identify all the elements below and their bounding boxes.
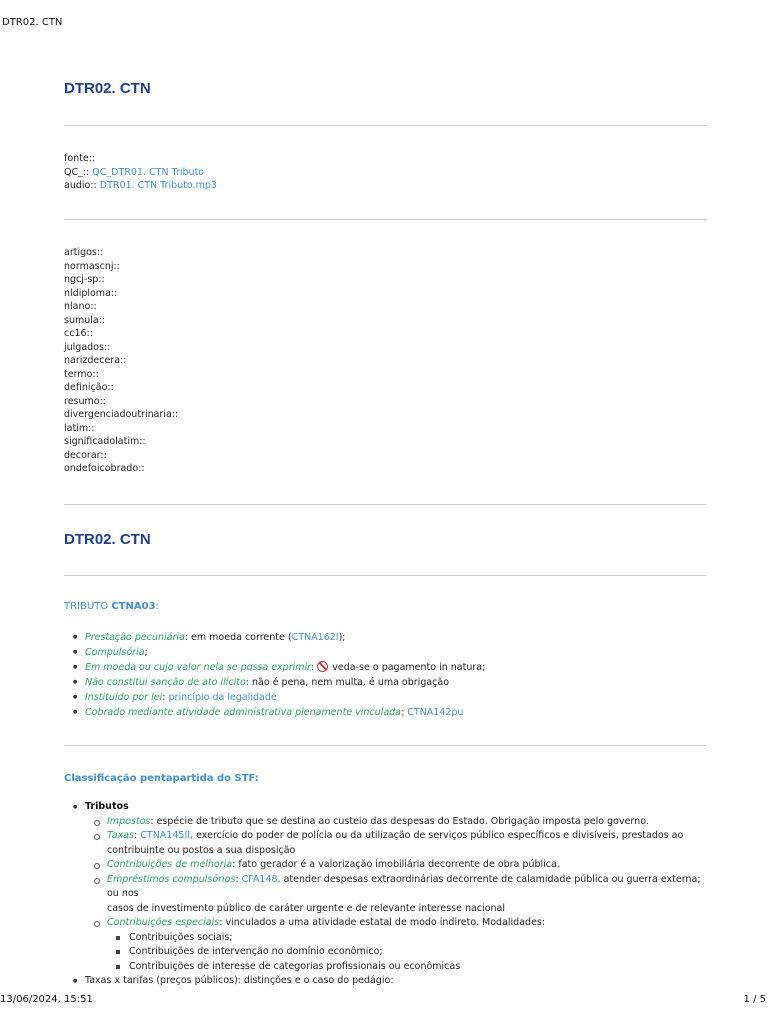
browser-print-header: DTR02. CTN	[2, 17, 63, 28]
field-decorar: decorar::	[64, 449, 107, 461]
list-item: Contribuições sociais;	[107, 931, 706, 946]
qc-field: QC_:: QC_DTR01. CTN Tributo	[64, 166, 205, 178]
classificacao-heading: Classificação pentapartida do STF:	[64, 773, 259, 784]
divider	[64, 575, 706, 576]
forbidden-icon	[317, 661, 328, 672]
field-julgados: julgados::	[64, 341, 111, 353]
list-item: Contribuições de intervenção no domínio econômico;	[107, 945, 706, 960]
audio-field: audio:: DTR01. CTN Tributo.mp3	[64, 180, 217, 191]
list-item-taxas-tarifas: ● Taxas x tarifas (preços públicos): distinções e o caso do pedágio:	[64, 974, 706, 989]
field-artigos: artigos::	[64, 247, 104, 258]
field-nlano: nlano::	[64, 301, 97, 312]
list-item: ● Cobrado mediante atividade administrativa plenamente vinculada: CTNA142pu	[64, 705, 706, 720]
divider	[64, 745, 706, 746]
field-latim: latim::	[64, 422, 95, 434]
list-item: Contribuições especiais: vinculados a uma atividade estatal de modo indireto. Modalidades: Contribuições sociais; Contribuições de intervenção no domínio econômico; Contribuições de interesse de categorias profissionais ou econômicas	[85, 916, 706, 974]
list-item: ● Em moeda ou cujo valor nela se possa exprimir: veda-se o pagamento in natura;	[64, 660, 706, 675]
field-significadolatim: significadolatim::	[64, 436, 146, 447]
list-item: Contribuições de interesse de categorias profissionais ou econômicas	[107, 960, 706, 975]
list-item: Empréstimos compulsórios: CFA148. atender despesas extraordinárias decorrente de calamidade pública ou guerra externa; ou nos casos de investimento público de caráter urgente e de relevante interesse nacional	[85, 873, 706, 917]
field-nldiploma: nldiploma::	[64, 287, 118, 299]
tributo-elements-list	[64, 630, 706, 720]
print-date: 13/06/2024, 15:51	[0, 994, 93, 1005]
page-number: 1 / 5	[743, 994, 766, 1005]
fonte-field: fonte::	[64, 153, 96, 164]
list-item: ● Instituído por lei: princípio da legalidade	[64, 690, 706, 705]
divider	[64, 125, 706, 126]
classificacao-list	[64, 800, 706, 989]
list-item: Contribuições de melhoria: fato gerador é a valorização imobiliária decorrente de obra pública.	[85, 858, 706, 873]
field-termo: termo::	[64, 368, 99, 380]
tributo-heading: TRIBUTO CTNA03:	[64, 601, 159, 612]
ctna145ii-link[interactable]: CTNA145II	[140, 830, 191, 841]
cfa148-link[interactable]: CFA148	[241, 873, 278, 885]
field-definicao: definição::	[64, 382, 114, 393]
divider	[64, 219, 706, 220]
field-normascnj: normascnj::	[64, 260, 120, 272]
audio-link[interactable]: DTR01. CTN Tributo.mp3	[99, 180, 217, 191]
property-fields	[64, 246, 178, 476]
ctna142pu-link[interactable]: CTNA142pu	[407, 707, 464, 718]
ctna162i-link[interactable]: CTNA162I	[291, 632, 339, 643]
field-narizdecera: narizdecera::	[64, 355, 127, 366]
field-cc16: cc16::	[64, 328, 93, 339]
section-title: DTR02. CTN	[64, 531, 151, 548]
ctna03-link[interactable]: CTNA03	[111, 601, 156, 612]
list-item: ● Não constitui sanção de ato ilícito: não é pena, nem multa, é uma obrigação	[64, 675, 706, 690]
field-divergencia: divergenciadoutrinaria::	[64, 409, 179, 420]
field-resumo: resumo::	[64, 395, 106, 407]
page-title: DTR02. CTN	[64, 80, 151, 97]
field-ngcj-sp: ngcj-sp::	[64, 274, 105, 285]
list-item: Impostos: espécie de tributo que se destina ao custeio das despesas do Estado. Obrigação imposta pelo governo.	[85, 815, 706, 830]
list-item: ● Prestação pecuniária: em moeda corrente (CTNA162I);	[64, 630, 706, 645]
list-item: Taxas: CTNA145II. exercício do poder de polícia ou da utilização de serviços público específicos e divisíveis, prestados ao contribuinte ou postos a sua disposição	[85, 829, 706, 858]
field-sumula: sumula::	[64, 314, 106, 326]
source-metadata	[64, 152, 217, 193]
tributos-sublist	[85, 815, 706, 975]
list-item: ● Compulsória;	[64, 645, 706, 660]
divider	[64, 504, 706, 505]
list-item-tributos: ● Tributos Impostos: espécie de tributo que se destina ao custeio das despesas do Estado. Obrigação imposta pelo governo. Taxas: CTNA145II. exercício do poder de polícia ou da utilização de serviços público específicos e divisíveis, prestados ao contribuinte ou postos a sua disposição Contribuições de melhoria: fato gerador é a valorização imobiliária decorrente de obra pública. Empréstimos compulsórios: CFA148. atender despesas extraordinárias decorrente de calamidade pública ou guerra externa; ou nos casos de investimento público de caráter urgente e de relevante interesse nacional Contribuições especiais: vinculados a uma atividade estatal de modo indireto. Modalidades: Contribuições sociais; Contribuições de intervenção no domínio econômico; Contribuições de interesse de categorias profissionais ou econômicas	[64, 800, 706, 974]
qc-link[interactable]: QC_DTR01. CTN Tributo	[92, 166, 205, 178]
modalidades-list	[107, 931, 706, 975]
field-ondefoicobrado: ondefoicobrado::	[64, 463, 145, 474]
principio-legalidade-link[interactable]: princípio da legalidade	[168, 692, 277, 703]
